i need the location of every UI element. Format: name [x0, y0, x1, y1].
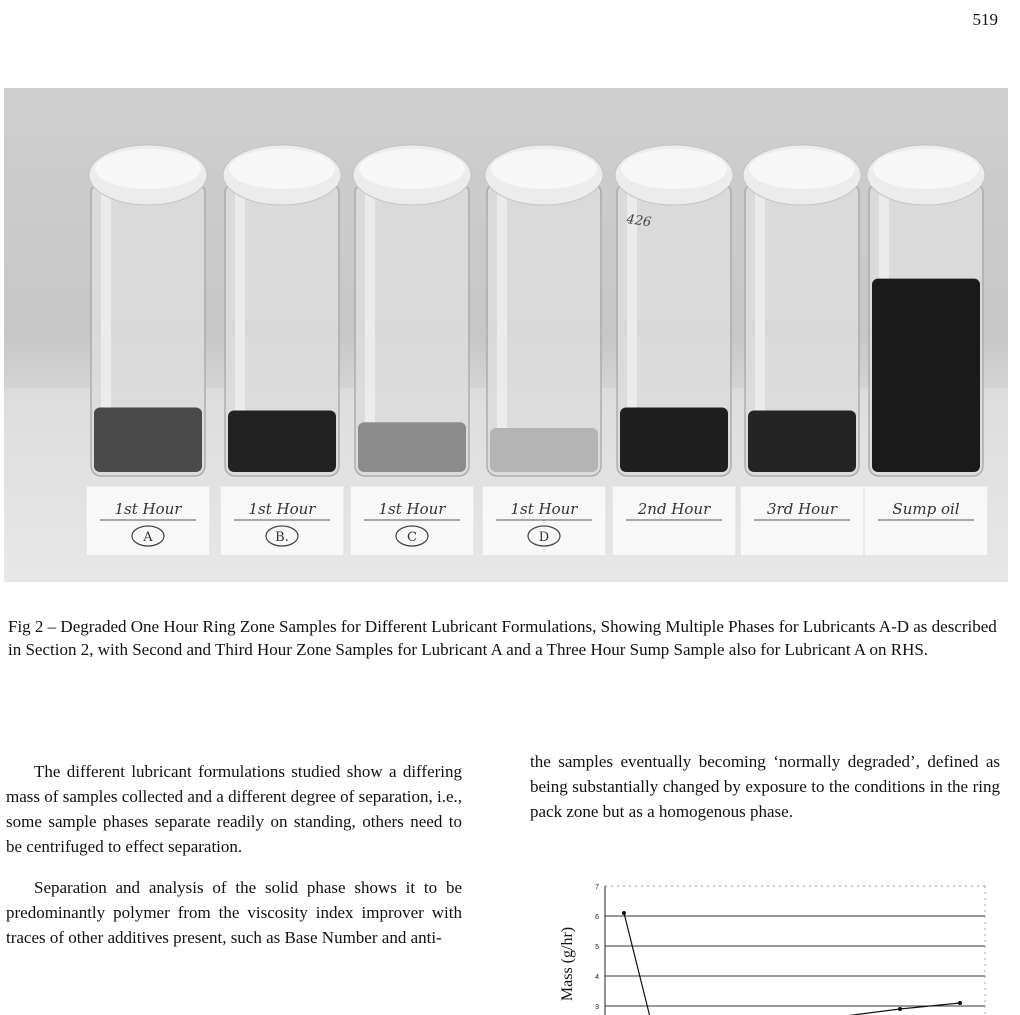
vial-liquid — [748, 410, 856, 472]
data-point — [898, 1007, 902, 1011]
vial-highlight — [365, 193, 375, 456]
left-paragraph-1: The different lubricant formulations studied show a differing mass of samples collected and a different degree of separation, i.e., some sample phases separate readily on standing, others need to be centrifuged to effect separation. — [6, 762, 462, 856]
vial-liquid — [620, 408, 728, 472]
vial-liquid — [358, 422, 466, 472]
vial-cap-top — [229, 149, 335, 189]
vial-liquid — [872, 279, 980, 472]
vial-label-line1: Sump oil — [892, 500, 960, 518]
vial-marking: 426 — [625, 212, 653, 231]
vial-liquid — [228, 410, 336, 472]
mass-chart-svg — [550, 880, 995, 1015]
vial-liquid — [94, 408, 202, 472]
vial-label-card — [740, 486, 864, 556]
vial-1 — [86, 145, 210, 556]
vial-cap-top — [873, 149, 979, 189]
y-tick-label: 3 — [595, 1004, 599, 1011]
vial-label-line1: 1st Hour — [378, 500, 446, 518]
mass-chart — [550, 880, 995, 1015]
vial-cap-top — [95, 149, 201, 189]
vial-label-line1: 1st Hour — [510, 500, 578, 518]
vial-label-line2: B. — [275, 530, 289, 545]
y-axis-label: Mass (g/hr) — [559, 926, 576, 1002]
left-paragraph-2: Separation and analysis of the solid phase shows it to be predominantly polymer from the viscosity index improver with traces of other additives present, such as Base Number and anti- — [6, 878, 462, 947]
page-number: 519 — [972, 10, 998, 29]
vials-illustration — [4, 88, 1008, 582]
vial-label-line1: 2nd Hour — [637, 500, 711, 518]
y-tick-label: 7 — [595, 884, 599, 891]
vial-cap-top — [621, 149, 727, 189]
vial-4 — [482, 145, 606, 556]
figure-caption: Fig 2 – Degraded One Hour Ring Zone Samples for Different Lubricant Formulations, Showing Multiple Phases for Lubricants A-D as described in Section 2, with Second and Third Hour Zone Samples for Lubricant A and a Three Hour Sump Sample also for Lubricant A on RHS. — [8, 617, 997, 659]
vial-highlight — [497, 193, 507, 456]
vial-label-line2: D — [538, 530, 550, 545]
vial-6 — [740, 145, 864, 556]
vial-label-line1: 3rd Hour — [766, 500, 838, 518]
vial-label-line2: C — [407, 530, 417, 545]
vial-5 — [612, 145, 736, 556]
vial-label-line1: 1st Hour — [114, 500, 182, 518]
vial-cap-top — [749, 149, 855, 189]
y-tick-label: 5 — [595, 944, 599, 951]
data-point — [622, 911, 626, 915]
vial-label-card — [864, 486, 988, 556]
vial-cap-top — [359, 149, 465, 189]
vial-label-line2: A — [143, 530, 153, 545]
figure-photo — [4, 88, 1008, 582]
y-tick-label: 4 — [595, 974, 599, 981]
vial-label-line1: 1st Hour — [248, 500, 316, 518]
series-line — [624, 913, 960, 1015]
y-tick-label: 6 — [595, 914, 599, 921]
data-point — [958, 1001, 962, 1005]
vial-cap-top — [491, 149, 597, 189]
vial-liquid — [490, 428, 598, 472]
left-column — [6, 759, 462, 966]
right-paragraph-1: the samples eventually becoming ‘normally degraded’, defined as being substantially changed by exposure to the conditions in the ring pack zone but as a homogenous phase. — [530, 752, 1000, 821]
right-column — [530, 749, 1000, 840]
vial-label-card — [612, 486, 736, 556]
vial-7 — [864, 145, 988, 556]
vial-3 — [350, 145, 474, 556]
vial-2 — [220, 145, 344, 556]
